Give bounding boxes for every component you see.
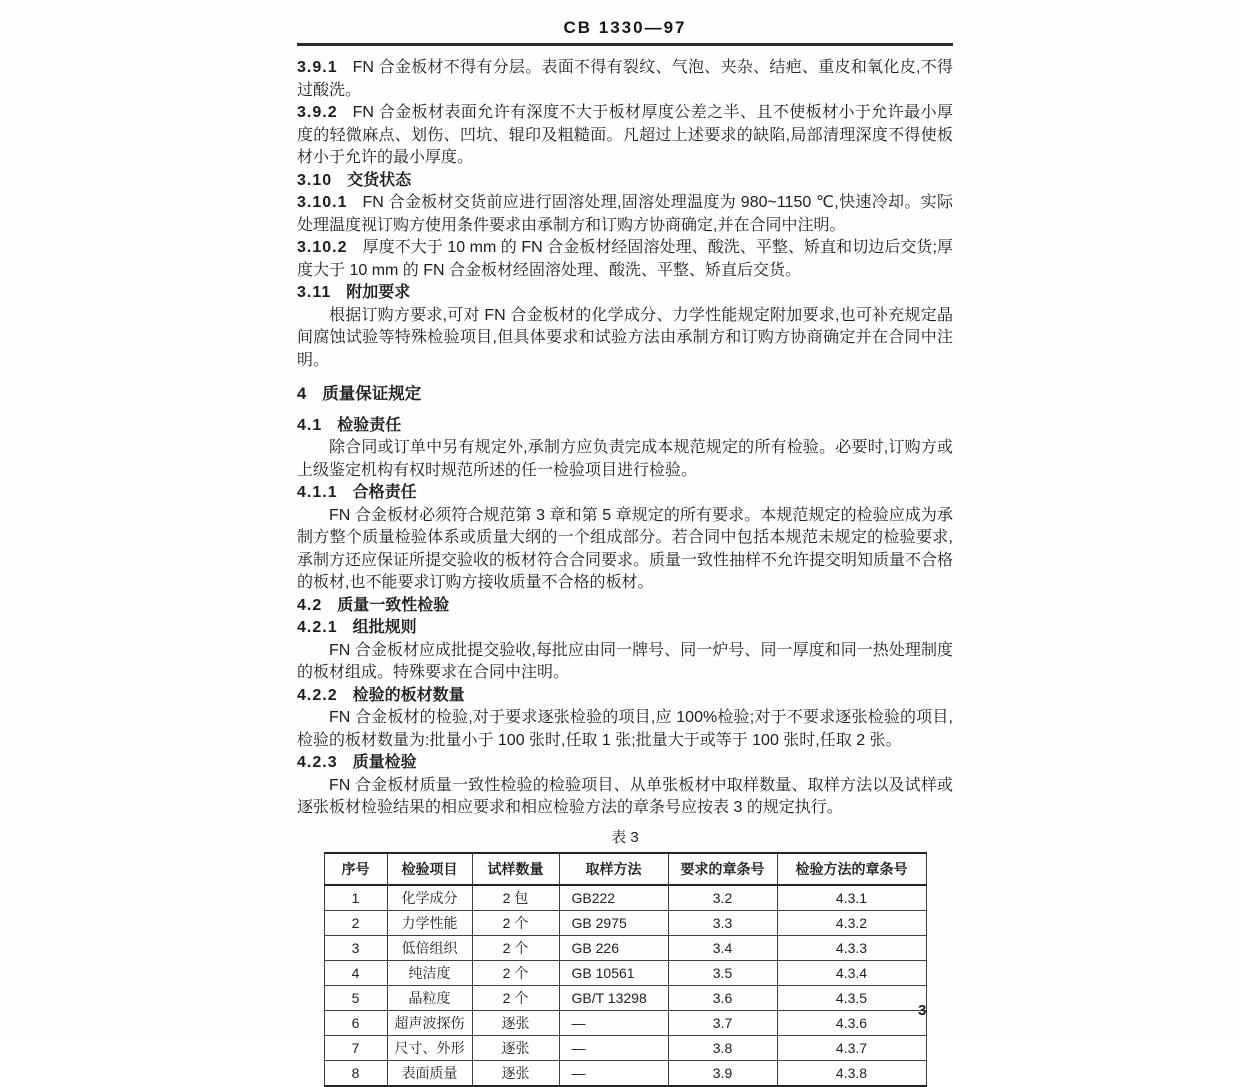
clause-paragraph [297, 237, 953, 282]
table-header-cell: 取样方法 [559, 853, 668, 885]
clause-text: 除合同或订单中另有规定外,承制方应负责完成本规范规定的所有检验。必要时,订购方或上级鉴定机构有权时规范所述的任一检验项目进行检验。 [297, 439, 953, 479]
clause-heading [297, 617, 953, 640]
clause-number: 4.1.1 [297, 484, 338, 501]
clause-text: 检验责任 [337, 416, 402, 434]
clause-heading [297, 170, 953, 193]
clause-number: 3.9.1 [297, 59, 338, 76]
clause-number: 3.10.1 [297, 194, 348, 211]
table-cell: — [559, 1060, 668, 1086]
table-cell: GB 10561 [559, 960, 668, 985]
clause-paragraph [297, 192, 953, 237]
clause-number: 4.2.1 [297, 619, 338, 636]
table-cell: 2 [324, 910, 387, 935]
table-cell: GB 226 [559, 935, 668, 960]
chapter-heading [297, 383, 953, 406]
table-row [324, 1035, 926, 1060]
clause-paragraph [297, 57, 953, 102]
clause-text: FN 合金板材表面允许有深度不大于板材厚度公差之半、且不使板材小于允许最小厚度的轻微麻点、划伤、凹坑、辊印及粗糙面。凡超过上述要求的缺陷,局部清理深度不得使板材小于允许的最小厚度。 [297, 104, 953, 166]
table-cell: 2 个 [472, 960, 559, 985]
table-cell: 3.5 [668, 960, 777, 985]
table-cell: — [559, 1010, 668, 1035]
table-cell: 4.3.8 [777, 1060, 926, 1086]
clause-text: FN 合金板材必须符合规范第 3 章和第 5 章规定的所有要求。本规范规定的检验应成为承制方整个质量检验体系或质量大纲的一个组成部分。若合同中包括本规范未规定的检验要求,承制方还应保证所提交验收的板材符合合同要求。质量一致性抽样不允许提交明知质量不合格的板材,也不能要求订购方接收质量不合格的板材。 [297, 506, 954, 591]
table-row [324, 960, 926, 985]
table-cell: 3.7 [668, 1010, 777, 1035]
table-cell: 6 [324, 1010, 387, 1035]
table-cell: 3.3 [668, 910, 777, 935]
table-cell: 4.3.7 [777, 1035, 926, 1060]
clause-text: 质量检验 [352, 754, 417, 771]
body-paragraph [297, 505, 953, 595]
clause-text: 厚度不大于 10 mm 的 FN 合金板材经固溶处理、酸洗、平整、矫直和切边后交货;厚度大于 10 mm 的 FN 合金板材经固溶处理、酸洗、平整、矫直后交货。 [297, 239, 953, 279]
clause-text: 质量一致性检验 [337, 596, 450, 614]
clause-number: 4 [297, 385, 308, 403]
body-paragraph [297, 640, 953, 685]
table-cell: 4.3.4 [777, 960, 926, 985]
table-cell: 5 [324, 985, 387, 1010]
table-header-cell: 检验项目 [387, 853, 472, 885]
table-cell: 3.2 [668, 885, 777, 911]
table-cell: GB 2975 [559, 910, 668, 935]
table-header-cell: 序号 [324, 853, 387, 885]
table-cell: 纯洁度 [387, 960, 472, 985]
table-row [324, 985, 926, 1010]
clause-text: FN 合金板材应成批提交验收,每批应由同一牌号、同一炉号、同一厚度和同一热处理制度的板材组成。特殊要求在合同中注明。 [297, 641, 953, 681]
header-rule [297, 43, 953, 46]
table-cell: 逐张 [472, 1060, 559, 1086]
clause-number: 3.9.2 [297, 104, 338, 121]
page-content [297, 18, 953, 1087]
table-header-row [324, 853, 926, 885]
clause-heading [297, 282, 953, 305]
clause-text: 组批规则 [352, 619, 417, 636]
document-body [297, 57, 953, 820]
clause-number: 4.1 [297, 416, 323, 434]
table-cell: 2 个 [472, 985, 559, 1010]
table-header-cell: 试样数量 [472, 853, 559, 885]
table-cell: 2 包 [472, 885, 559, 911]
table-cell: — [559, 1035, 668, 1060]
table-body [324, 885, 926, 1086]
clause-heading [297, 752, 953, 775]
table-header-cell: 检验方法的章条号 [777, 853, 926, 885]
clause-text: FN 合金板材质量一致性检验的检验项目、从单张板材中取样数量、取样方法以及试样或逐张板材检验结果的相应要求和相应检验方法的章条号应按表 3 的规定执行。 [297, 776, 953, 816]
table-header-cell: 要求的章条号 [668, 853, 777, 885]
clause-heading [297, 482, 953, 505]
table-cell: 4.3.3 [777, 935, 926, 960]
table-header [324, 853, 926, 885]
table-area [297, 826, 953, 1087]
body-paragraph [297, 775, 953, 820]
clause-paragraph [297, 102, 953, 170]
clause-number: 3.10.2 [297, 239, 348, 256]
table-cell: 3.6 [668, 985, 777, 1010]
table-cell: 4.3.1 [777, 885, 926, 911]
inspection-items-table [324, 852, 927, 1087]
table-cell: 逐张 [472, 1010, 559, 1035]
table-cell: 1 [324, 885, 387, 911]
clause-text: FN 合金板材的检验,对于要求逐张检验的项目,应 100%检验;对于不要求逐张检验的项目,检验的板材数量为:批量小于 100 张时,任取 1 张;批量大于或等于 100 张时,任取 2 张。 [297, 709, 953, 749]
clause-text: 检验的板材数量 [352, 686, 465, 704]
clause-text: 合格责任 [352, 484, 417, 501]
table-cell: 4.3.5 [777, 985, 926, 1010]
clause-text: 根据订购方要求,可对 FN 合金板材的化学成分、力学性能规定附加要求,也可补充规定晶间腐蚀试验等特殊检验项目,但具体要求和试验方法由承制方和订购方协商确定并在合同中注明。 [297, 306, 953, 369]
table-cell: 4.3.2 [777, 910, 926, 935]
table-row [324, 1060, 926, 1086]
table-cell: 3.8 [668, 1035, 777, 1060]
table-cell: GB/T 13298 [559, 985, 668, 1010]
clause-heading [297, 685, 953, 708]
body-paragraph [297, 305, 953, 373]
clause-number: 3.10 [297, 171, 333, 189]
table-row [324, 1010, 926, 1035]
table-cell: 3.4 [668, 935, 777, 960]
table-cell: 2 个 [472, 935, 559, 960]
table-row [324, 910, 926, 935]
table-cell: 4 [324, 960, 387, 985]
table-cell: 3 [324, 935, 387, 960]
clause-text: 附加要求 [346, 284, 411, 301]
table-cell: 化学成分 [387, 885, 472, 911]
table-cell: 力学性能 [387, 910, 472, 935]
clause-text: 交货状态 [347, 171, 412, 189]
clause-number: 4.2.3 [297, 754, 338, 771]
table-cell: 2 个 [472, 910, 559, 935]
clause-heading [297, 595, 953, 618]
table-cell: 7 [324, 1035, 387, 1060]
table-cell: 逐张 [472, 1035, 559, 1060]
body-paragraph [297, 707, 953, 752]
body-paragraph [297, 437, 953, 482]
clause-text: 质量保证规定 [322, 385, 422, 403]
table-row [324, 885, 926, 911]
clause-text: FN 合金板材交货前应进行固溶处理,固溶处理温度为 980~1150 ℃,快速冷却。实际处理温度视订购方使用条件要求由承制方和订购方协商确定,并在合同中注明。 [297, 194, 953, 234]
clause-number: 3.11 [297, 284, 332, 301]
clause-number: 4.2.2 [297, 686, 338, 704]
table-cell: 超声波探伤 [387, 1010, 472, 1035]
table-row [324, 935, 926, 960]
table-cell: 表面质量 [387, 1060, 472, 1086]
standard-code-header: CB 1330—97 [563, 18, 687, 37]
table-cell: 8 [324, 1060, 387, 1086]
table-cell: 4.3.6 [777, 1010, 926, 1035]
clause-text: FN 合金板材不得有分层。表面不得有裂纹、气泡、夹杂、结疤、重皮和氧化皮,不得过酸洗。 [297, 59, 953, 99]
page-number: 3 [918, 1002, 927, 1019]
clause-number: 4.2 [297, 596, 323, 614]
table-caption: 表 3 [611, 828, 639, 846]
table-cell: 晶粒度 [387, 985, 472, 1010]
table-cell: 尺寸、外形 [387, 1035, 472, 1060]
table-cell: 低倍组织 [387, 935, 472, 960]
table-cell: GB222 [559, 885, 668, 911]
clause-heading [297, 415, 953, 438]
table-cell: 3.9 [668, 1060, 777, 1086]
